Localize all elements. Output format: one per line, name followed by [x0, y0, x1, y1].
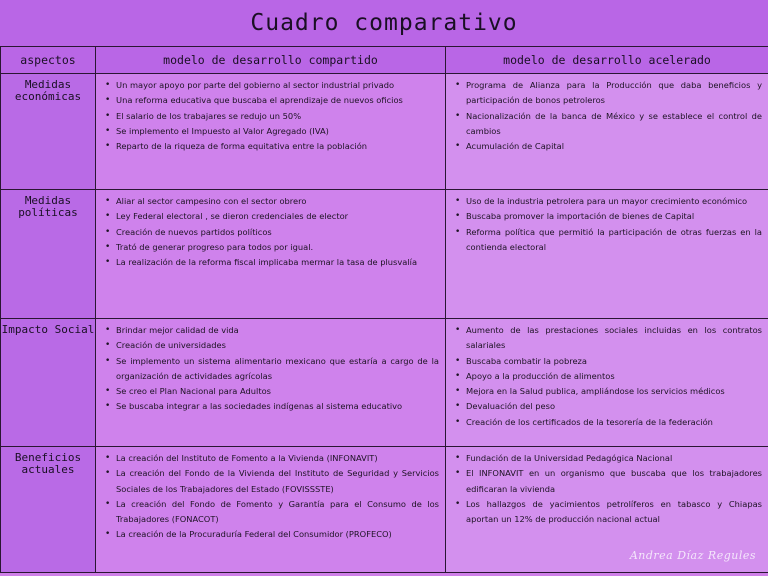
list-item: • Nacionalización de la banca de México y se establece el control de cambios [466, 109, 762, 140]
list-item: • Los hallazgos de yacimientos petrolíferos en tabasco y Chiapas aportan un 12% de producción nacional actual [466, 497, 762, 528]
list-item: • Acumulación de Capital [466, 139, 762, 154]
author-signature: Andrea Díaz Regules [629, 549, 756, 562]
list-item: • Creación de nuevos partidos políticos [116, 225, 439, 240]
bullet-list [96, 190, 445, 270]
list-item: • Un mayor apoyo por parte del gobierno al sector industrial privado [116, 78, 439, 93]
list-item: • Ley Federal electoral , se dieron credenciales de elector [116, 209, 439, 224]
list-item: • Fundación de la Universidad Pedagógica Nacional [466, 451, 762, 466]
shared-model-cell [96, 319, 446, 447]
list-item: • Trató de generar progreso para todos por igual. [116, 240, 439, 255]
shared-model-cell [96, 190, 446, 319]
list-item: • La creación del Fondo de la Vivienda del Instituto de Seguridad y Servicios Sociales de los Trabajadores del Estado (FOVISSSTE) [116, 466, 439, 497]
list-item: • La realización de la reforma fiscal implicaba mermar la tasa de plusvalía [116, 255, 439, 270]
bullet-list [446, 447, 768, 527]
list-item: • Aliar al sector campesino con el sector obrero [116, 194, 439, 209]
list-item: • Se creo el Plan Nacional para Adultos [116, 384, 439, 399]
list-item: • Apoyo a la producción de alimentos [466, 369, 762, 384]
bullet-list [446, 74, 768, 154]
list-item: • Aumento de las prestaciones sociales incluidas en los contratos salariales [466, 323, 762, 354]
header-accelerated-model: modelo de desarrollo acelerado [446, 47, 768, 74]
row-label: Impacto Social [1, 319, 96, 447]
list-item: • Se implemento el Impuesto al Valor Agregado (IVA) [116, 124, 439, 139]
title-bar [0, 0, 768, 47]
bullet-list [446, 190, 768, 255]
list-item: • Buscaba promover la importación de bienes de Capital [466, 209, 762, 224]
shared-model-cell [96, 447, 446, 573]
list-item: • La creación de la Procuraduría Federal del Consumidor (PROFECO) [116, 527, 439, 542]
page-title: Cuadro comparativo [250, 10, 518, 36]
list-item: • Programa de Alianza para la Producción que daba beneficios y participación de bonos petroleros [466, 78, 762, 109]
table-row [1, 319, 768, 447]
list-item: • Creación de los certificados de la tesorería de la federación [466, 415, 762, 430]
list-item: • Mejora en la Salud publica, ampliándose los servicios médicos [466, 384, 762, 399]
bullet-list [96, 319, 445, 415]
accelerated-model-cell [446, 74, 768, 190]
row-label: Medidas económicas [1, 74, 96, 190]
list-item: • Se buscaba integrar a las sociedades indígenas al sistema educativo [116, 399, 439, 414]
accelerated-model-cell [446, 190, 768, 319]
shared-model-cell [96, 74, 446, 190]
table-row [1, 190, 768, 319]
bullet-list [446, 319, 768, 430]
table-body [1, 74, 768, 573]
table-row [1, 74, 768, 190]
bullet-list [96, 74, 445, 154]
list-item: • Devaluación del peso [466, 399, 762, 414]
bullet-list [96, 447, 445, 543]
list-item: • Uso de la industria petrolera para un mayor crecimiento económico [466, 194, 762, 209]
list-item: • La creación del Fondo de Fomento y Garantía para el Consumo de los Trabajadores (FONACOT) [116, 497, 439, 528]
list-item: • Una reforma educativa que buscaba el aprendizaje de nuevos oficios [116, 93, 439, 108]
list-item: • Se implemento un sistema alimentario mexicano que estaría a cargo de la organización de actividades agrícolas [116, 354, 439, 385]
list-item: • El salario de los trabajares se redujo un 50% [116, 109, 439, 124]
list-item: • Brindar mejor calidad de vida [116, 323, 439, 338]
list-item: • Reparto de la riqueza de forma equitativa entre la población [116, 139, 439, 154]
header-aspects: aspectos [1, 47, 96, 74]
comparison-table [0, 46, 768, 573]
list-item: • El INFONAVIT en un organismo que buscaba que los trabajadores edificaran la vivienda [466, 466, 762, 497]
row-label: Beneficios actuales [1, 447, 96, 573]
list-item: • Reforma política que permitió la participación de otras fuerzas en la contienda electoral [466, 225, 762, 256]
header-shared-model: modelo de desarrollo compartido [96, 47, 446, 74]
row-label: Medidas políticas [1, 190, 96, 319]
header-row [1, 47, 768, 74]
accelerated-model-cell [446, 319, 768, 447]
list-item: • Creación de universidades [116, 338, 439, 353]
list-item: • Buscaba combatir la pobreza [466, 354, 762, 369]
list-item: • La creación del Instituto de Fomento a la Vivienda (INFONAVIT) [116, 451, 439, 466]
